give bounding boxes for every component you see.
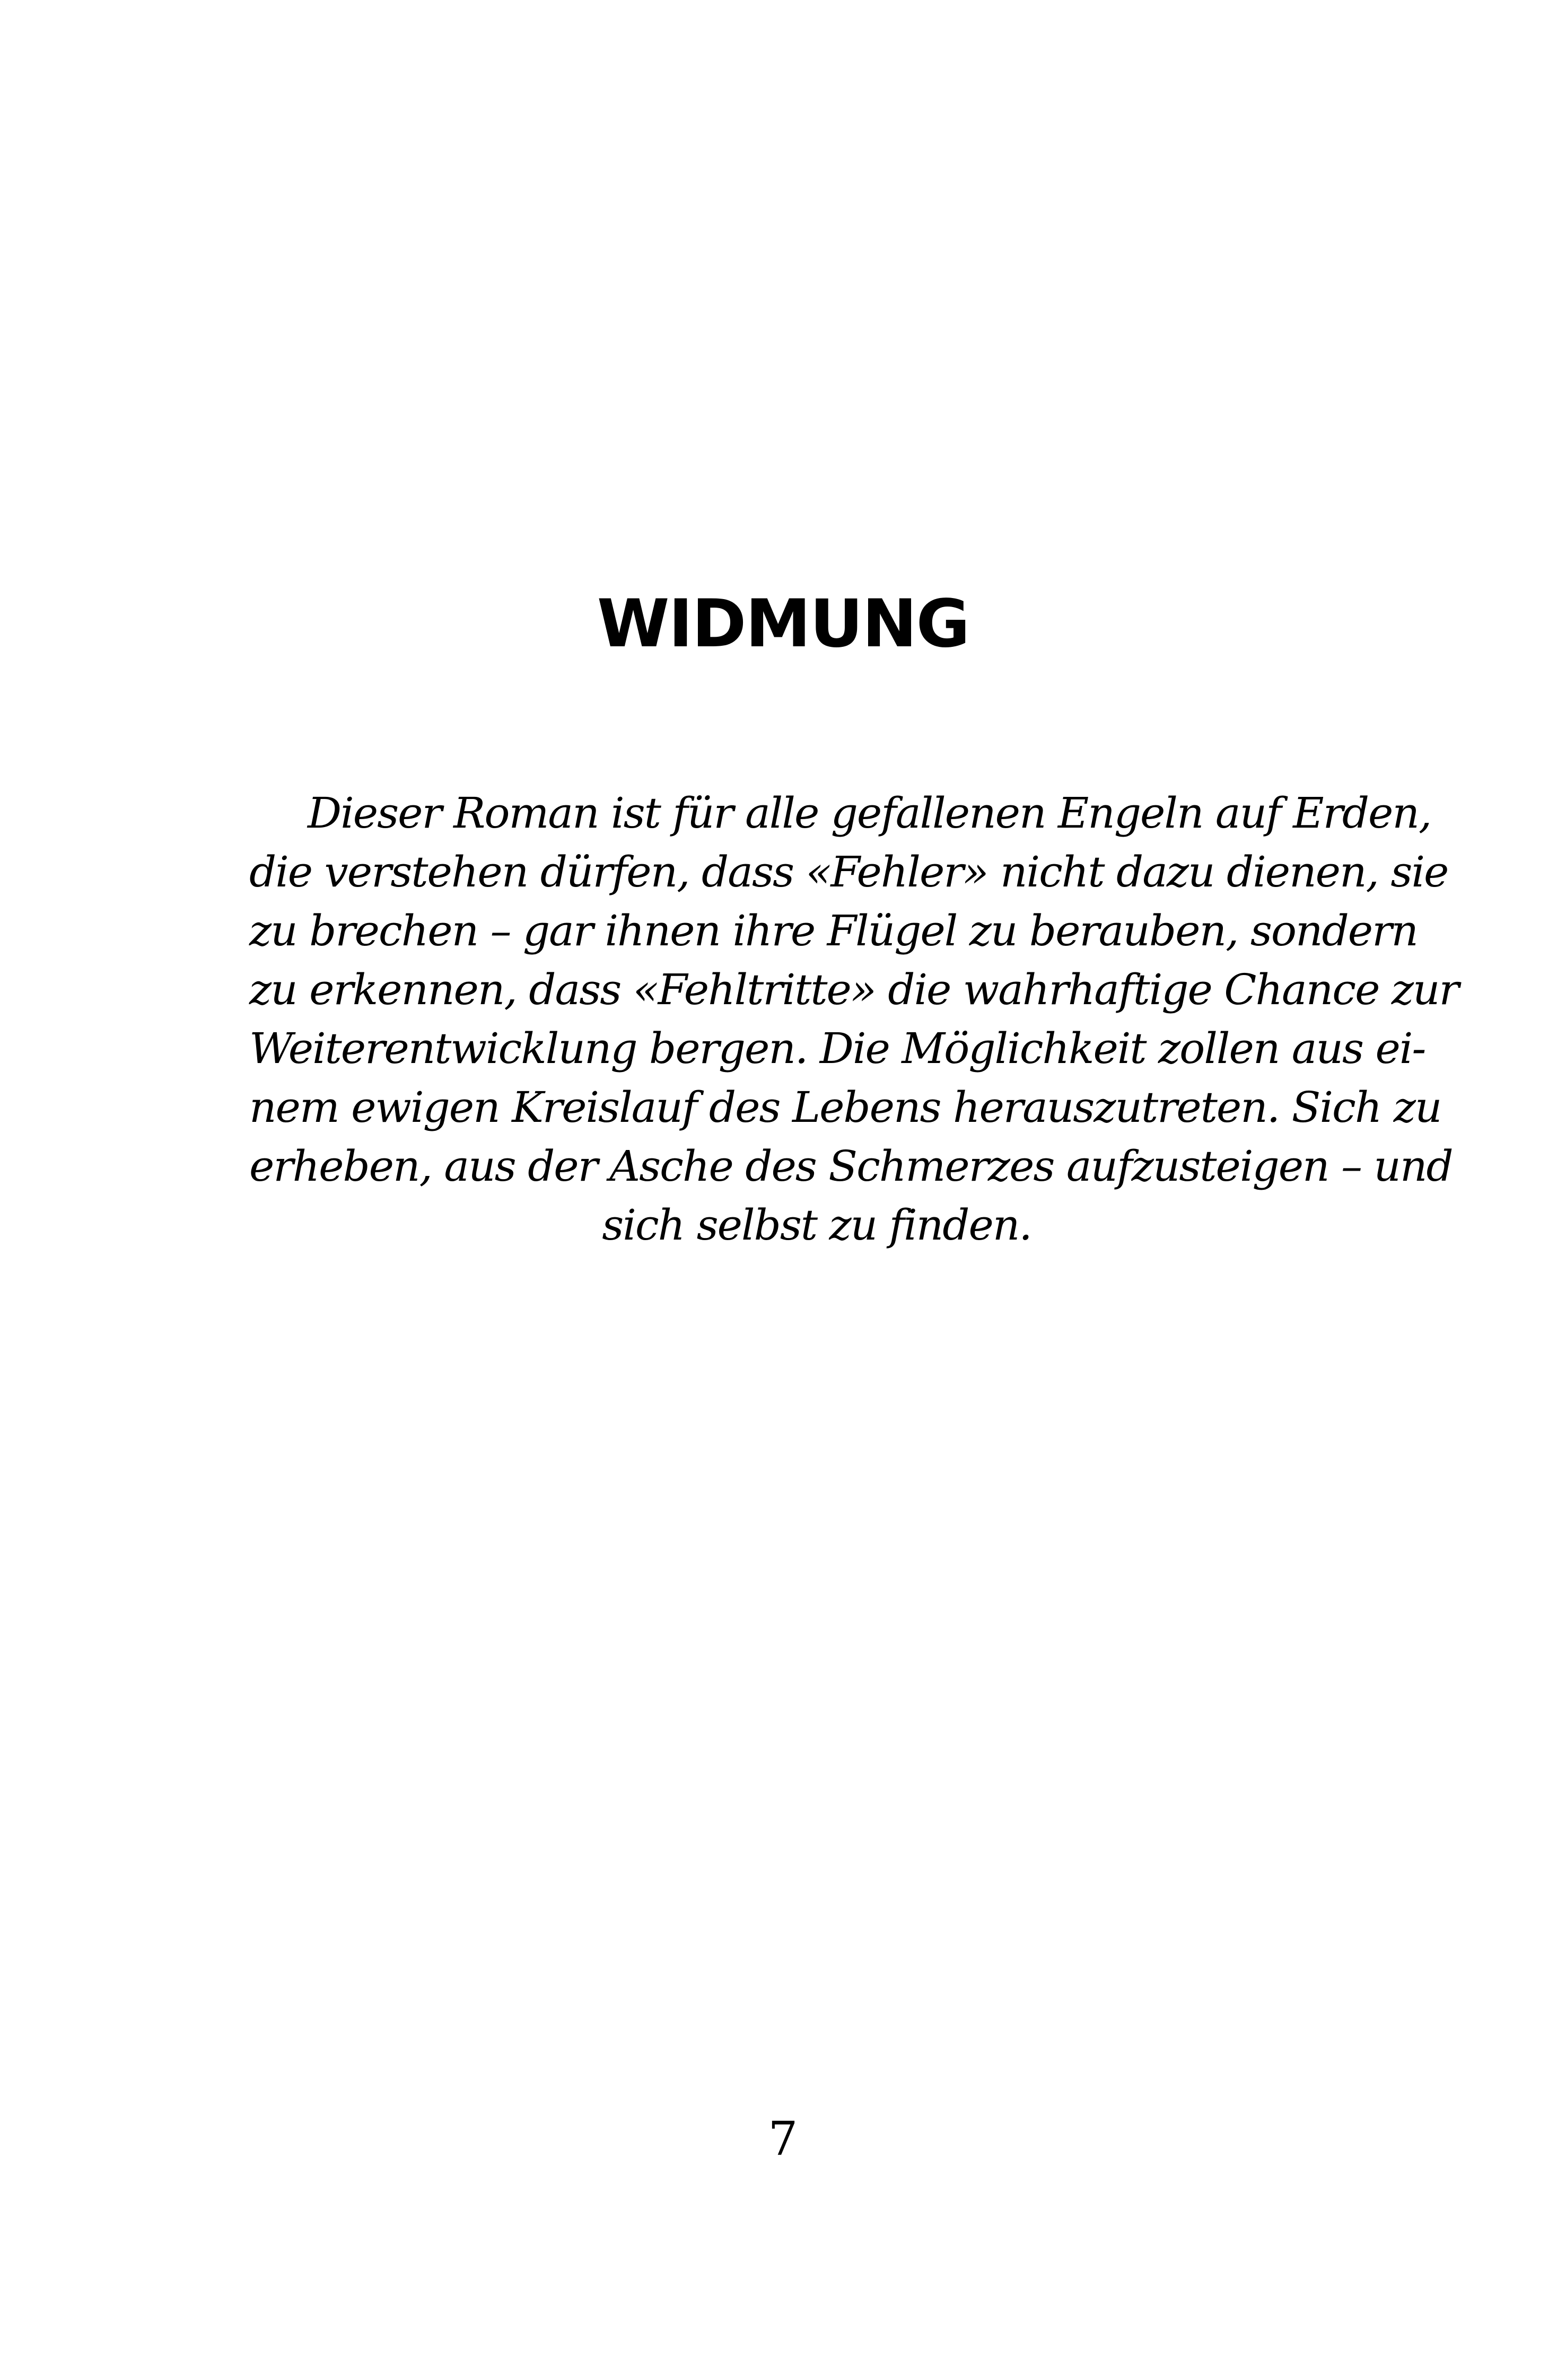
dedication-line: zu erkennen, dass «Fehltritte» die wahrhaftige Chance zur xyxy=(249,965,1458,1014)
dedication-line: erheben, aus der Asche des Schmerzes aufzusteigen – und xyxy=(249,1141,1453,1191)
dedication-line: Weiterentwicklung bergen. Die Möglichkeit zollen aus ei- xyxy=(249,1024,1425,1073)
dedication-text xyxy=(249,784,1458,1254)
dedication-line: zu brechen – gar ihnen ihre Flügel zu berauben, sondern xyxy=(249,906,1418,955)
dedication-line: sich selbst zu finden. xyxy=(602,1200,1031,1250)
dedication-line: Dieser Roman ist für alle gefallenen Engeln auf Erden, xyxy=(308,788,1431,838)
dedication-line: die verstehen dürfen, dass «Fehler» nicht dazu dienen, sie xyxy=(249,847,1448,897)
page-number: 7 xyxy=(768,2111,798,2166)
page-title: WIDMUNG xyxy=(597,586,969,662)
dedication-line: nem ewigen Kreislauf des Lebens herauszutreten. Sich zu xyxy=(249,1083,1441,1132)
